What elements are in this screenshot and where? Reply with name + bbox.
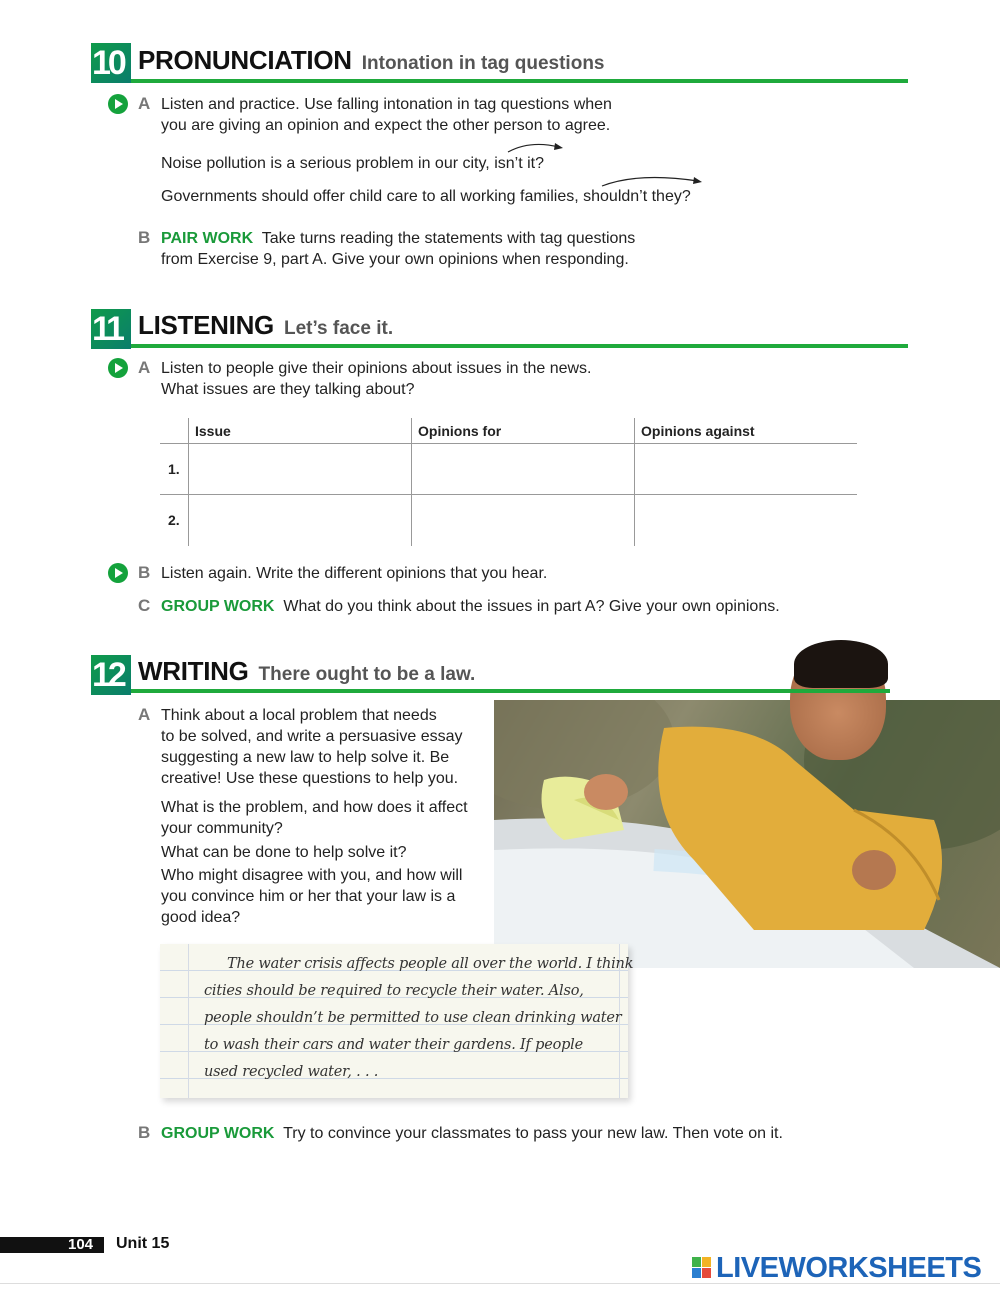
section-10-part-b-line2: from Exercise 9, part A. Give your own opinions when responding.: [161, 251, 629, 268]
section-12-heading: [138, 656, 475, 687]
unit-label: Unit 15: [116, 1235, 170, 1252]
section-12-part-b-line: [161, 1123, 783, 1145]
section-12-part-a-line: creative! Use these questions to help you.: [161, 770, 459, 787]
section-12-part-a-letter: A: [138, 705, 151, 724]
note-line: The water crisis affects people all over the world. I think: [227, 956, 634, 972]
writing-question-line: What is the problem, and how does it affect: [161, 799, 468, 816]
section-11-part-c-text: What do you think about the issues in part A? Give your own opinions.: [283, 598, 780, 615]
car-washing-photo-art: [494, 700, 1000, 968]
section-10-subtitle: Intonation in tag questions: [361, 53, 605, 74]
section-10-part-a-line1: Listen and practice. Use falling intonation in tag questions when: [161, 96, 612, 113]
writing-question-line: What can be done to help solve it?: [161, 844, 407, 861]
section-11-heading: [138, 310, 393, 341]
table-header-opinions-for: Opinions for: [418, 423, 502, 439]
writing-question-line: good idea?: [161, 909, 241, 926]
answer-cell[interactable]: [412, 444, 634, 494]
section-10-number: 10: [91, 43, 131, 83]
group-work-label: GROUP WORK: [161, 598, 275, 615]
section-11-subtitle: Let’s face it.: [283, 318, 394, 339]
section-11-rule: [131, 344, 908, 348]
section-10-part-b-text: Take turns reading the statements with tag questions: [261, 230, 636, 247]
table-row-number: 2.: [168, 512, 180, 528]
note-margin-line: [188, 944, 189, 1098]
section-12-number: 12: [91, 655, 131, 695]
audio-play-icon[interactable]: [108, 563, 128, 583]
example-sentence-1: Noise pollution is a serious problem in our city, isn’t it?: [161, 155, 544, 172]
section-11-part-b-text: Listen again. Write the different opinions that you hear.: [161, 565, 548, 582]
note-line: to wash their cars and water their gardens. If people: [204, 1037, 584, 1053]
man-hair-photo: [794, 640, 888, 688]
section-11-part-c-line: [161, 596, 780, 618]
section-11-part-b-letter: B: [138, 563, 151, 582]
answer-cell[interactable]: [635, 495, 857, 546]
answer-cell[interactable]: [635, 444, 857, 494]
table-header-issue: Issue: [195, 423, 231, 439]
section-11-title: LISTENING: [138, 310, 274, 340]
sample-essay-note: [160, 944, 634, 1098]
note-line: cities should be required to recycle their water. Also,: [204, 983, 584, 999]
writing-question-line: you convince him or her that your law is a: [161, 888, 456, 905]
pair-work-label: PAIR WORK: [161, 230, 254, 247]
answer-cell[interactable]: [412, 495, 634, 546]
section-10-heading: [138, 45, 605, 76]
answer-cell[interactable]: [189, 495, 411, 546]
car-washing-photo: [494, 700, 1000, 968]
table-row-number: 1.: [168, 461, 180, 477]
writing-question-line: your community?: [161, 820, 283, 837]
section-12-part-b-text: Try to convince your classmates to pass your new law. Then vote on it.: [283, 1125, 783, 1142]
opinions-table: [160, 418, 857, 546]
liveworksheets-logo-icon: [692, 1257, 712, 1279]
group-work-label: GROUP WORK: [161, 1125, 275, 1142]
section-10-part-b-letter: B: [138, 228, 151, 247]
audio-play-icon[interactable]: [108, 358, 128, 378]
section-10-part-a-letter: A: [138, 94, 151, 113]
example-sentence-2: Governments should offer child care to all working families, shouldn’t they?: [161, 188, 691, 205]
section-12-part-a-line: suggesting a new law to help solve it. Be: [161, 749, 450, 766]
table-header-opinions-against: Opinions against: [641, 423, 755, 439]
section-10-rule: [131, 79, 908, 83]
section-11-part-a-letter: A: [138, 358, 151, 377]
section-12-title: WRITING: [138, 656, 249, 686]
section-10-part-a-line2: you are giving an opinion and expect the other person to agree.: [161, 117, 611, 134]
section-10-part-b-line1: [161, 228, 635, 250]
audio-play-icon[interactable]: [108, 94, 128, 114]
page-number: 104: [68, 1236, 94, 1253]
section-12-part-a-line: Think about a local problem that needs: [161, 707, 437, 724]
section-12-subtitle: There ought to be a law.: [258, 664, 476, 685]
section-11-part-a-line1: Listen to people give their opinions about issues in the news.: [161, 360, 592, 377]
section-12-part-b-letter: B: [138, 1123, 151, 1142]
writing-question-line: Who might disagree with you, and how will: [161, 867, 463, 884]
section-12-part-a-line: to be solved, and write a persuasive essay: [161, 728, 463, 745]
note-line: used recycled water, . . .: [204, 1064, 379, 1080]
answer-cell[interactable]: [189, 444, 411, 494]
section-11-part-c-letter: C: [138, 596, 151, 615]
section-12-rule: [131, 689, 890, 693]
liveworksheets-brand[interactable]: LIVEWORKSHEETS: [716, 1252, 982, 1284]
section-11-part-a-line2: What issues are they talking about?: [161, 381, 415, 398]
section-10-title: PRONUNCIATION: [138, 45, 352, 75]
note-line: people shouldn’t be permitted to use clean drinking water: [204, 1010, 622, 1026]
section-11-number: 11: [91, 309, 131, 349]
